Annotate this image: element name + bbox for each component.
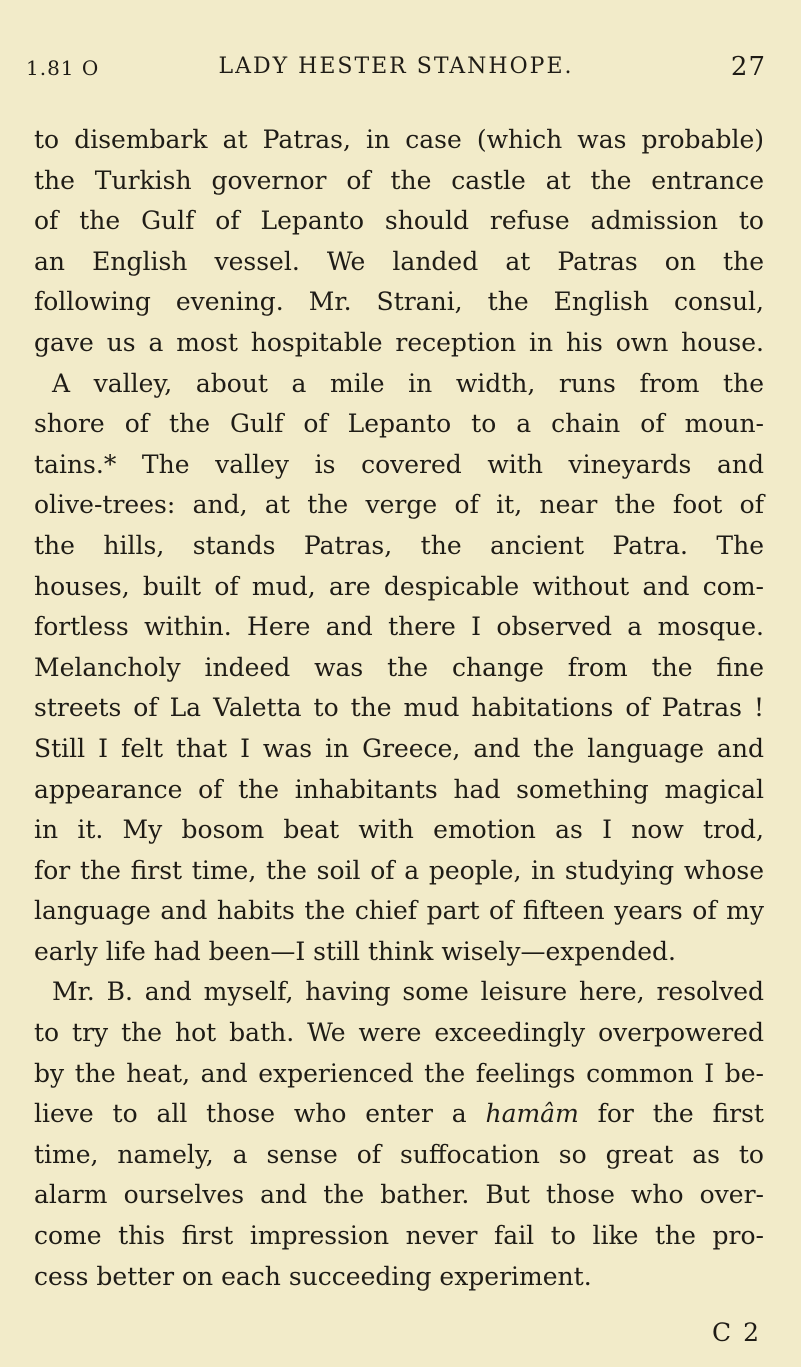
text-line: in it. My bosom beat with emotion as I now trod, [34,815,764,845]
running-title: LADY HESTER STANHOPE. [218,54,574,79]
text-line: language and habits the chief part of fifteen years of my [34,896,764,926]
text-line: streets of La Valetta to the mud habitations of Patras ! [34,693,764,723]
text-line: cess better on each succeeding experiment. [34,1261,592,1291]
text-line: the hills, stands Patras, the ancient Patra. The [34,530,764,560]
text-line: by the heat, and experienced the feelings common I be- [34,1058,764,1088]
text-line: houses, built of mud, are despicable without and com- [34,571,764,601]
page-number: 27 [730,52,766,82]
text-line: early life had been—I still think wisely—expended. [34,936,677,966]
text-line: shore of the Gulf of Lepanto to a chain of moun- [34,409,764,439]
text-line: appearance of the inhabitants had something magical [34,774,764,804]
text-segment: for the first [597,1099,764,1129]
body-text [34,120,764,1297]
shelfmark: 1.81 O [26,56,100,80]
text-line: fortless within. Here and there I observed a mosque. [34,612,764,642]
text-line: Melancholy indeed was the change from the fine [34,652,764,682]
text-line: an English vessel. We landed at Patras on the [34,246,764,276]
text-line: come this first impression never fail to like the pro- [34,1221,764,1251]
text-line: olive-trees: and, at the verge of it, near the foot of [34,490,764,520]
text-line: Still I felt that I was in Greece, and the language and [34,733,764,763]
text-line: following evening. Mr. Strani, the English consul, [34,287,764,317]
text-line-with-italic [34,1094,764,1135]
text-line: Mr. B. and myself, having some leisure here, resolved [52,977,764,1007]
text-line: to try the hot bath. We were exceedingly overpowered [34,1018,764,1048]
text-line: A valley, about a mile in width, runs from the [52,368,764,398]
text-line: for the first time, the soil of a people, in studying whose [34,855,764,885]
text-line: to disembark at Patras, in case (which was probable) [34,125,764,154]
page-header [26,54,766,88]
text-segment: lieve to all those who enter a [34,1099,467,1129]
text-line: alarm ourselves and the bather. But those who over- [34,1180,764,1210]
signature-mark: C 2 [712,1318,761,1347]
text-line: time, namely, a sense of suffocation so great as to [34,1139,764,1169]
text-line: gave us a most hospitable reception in his own house. [34,327,764,357]
text-line: tains.* The valley is covered with vineyards and [34,449,764,479]
text-line: of the Gulf of Lepanto should refuse admission to [34,206,764,236]
text-line: the Turkish governor of the castle at the entrance [34,165,764,195]
italic-word: hamâm [485,1099,579,1129]
